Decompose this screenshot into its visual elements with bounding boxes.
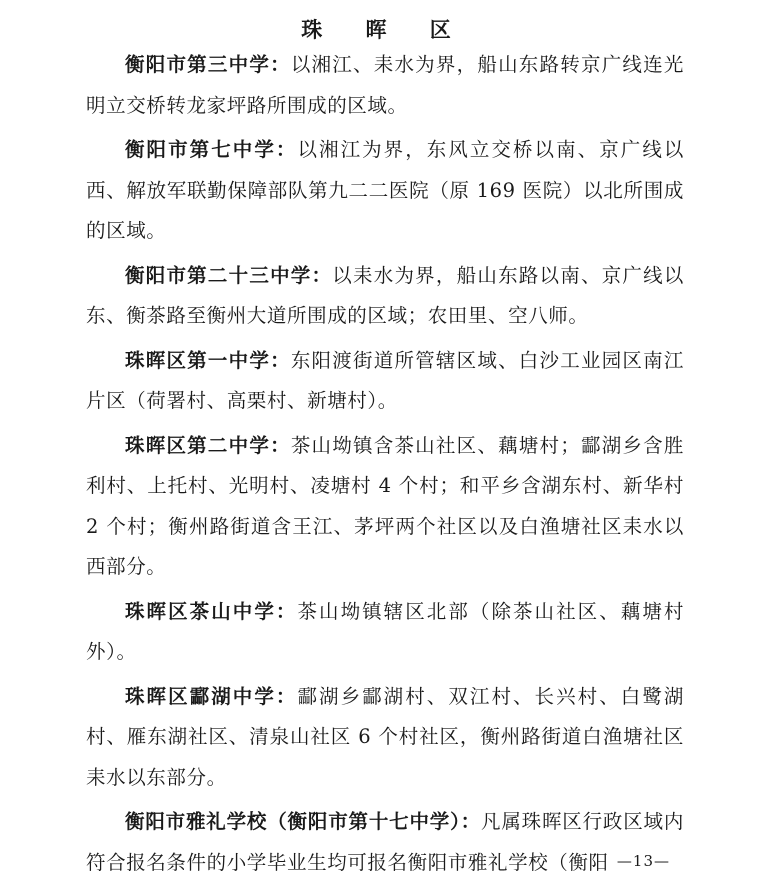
district-description: 凡属珠晖区行政区域内符合报名条件的小学毕业生均可报名衡阳市雅礼学校（衡阳 bbox=[86, 810, 684, 874]
school-name: 衡阳市第二十三中学： bbox=[125, 263, 333, 287]
district-description: 酃湖乡酃湖村、双江村、长兴村、白鹭湖村、雁东湖社区、清泉山社区 6 个村社区，衡州路街道白渔塘社区耒水以东部分。 bbox=[86, 684, 684, 789]
school-name: 珠晖区茶山中学： bbox=[125, 599, 298, 623]
page-number: —13— bbox=[616, 852, 670, 870]
district-description: 以湘江为界，东风立交桥以南、京广线以西、解放军联勤保障部队第九二二医院（原 169 医院）以北所围成的区域。 bbox=[86, 138, 684, 242]
district-description: 茶山坳镇辖区北部（除茶山社区、藕塘村外）。 bbox=[86, 599, 684, 663]
school-name: 珠晖区酃湖中学： bbox=[125, 684, 298, 708]
paragraph-linghu bbox=[86, 677, 684, 799]
district-description: 以耒水为界，船山东路以南、京广线以东、衡茶路至衡州大道所围成的区域；农田里、空八师。 bbox=[86, 263, 684, 327]
paragraph-zhuhui-2 bbox=[86, 426, 684, 588]
school-name: 珠晖区第一中学： bbox=[125, 348, 291, 372]
document-body bbox=[86, 45, 684, 887]
district-description: 东阳渡街道所管辖区域、白沙工业园区南江片区（荷署村、高栗村、新塘村）。 bbox=[86, 348, 684, 412]
paragraph-yali bbox=[86, 802, 684, 883]
school-name: 珠晖区第二中学： bbox=[125, 433, 291, 457]
paragraph-zhuhui-1 bbox=[86, 341, 684, 422]
paragraph-school-7 bbox=[86, 130, 684, 252]
school-name: 衡阳市第七中学： bbox=[125, 138, 298, 161]
paragraph-school-23 bbox=[86, 256, 684, 337]
district-description: 以湘江、耒水为界，船山东路转京广线连光明立交桥转龙家坪路所围成的区域。 bbox=[86, 53, 684, 117]
paragraph-school-3 bbox=[86, 45, 684, 126]
paragraph-chashan bbox=[86, 592, 684, 673]
school-name: 衡阳市第三中学： bbox=[125, 53, 291, 76]
page-title: 珠 晖 区 bbox=[301, 17, 469, 42]
district-description: 茶山坳镇含茶山社区、藕塘村；酃湖乡含胜利村、上托村、光明村、凌塘村 4 个村；和平乡含湖东村、新华村 2 个村；衡州路街道含王江、茅坪两个社区以及白渔塘社区耒水以西部分。 bbox=[86, 433, 684, 578]
school-name: 衡阳市雅礼学校（衡阳市第十七中学）： bbox=[125, 810, 481, 833]
